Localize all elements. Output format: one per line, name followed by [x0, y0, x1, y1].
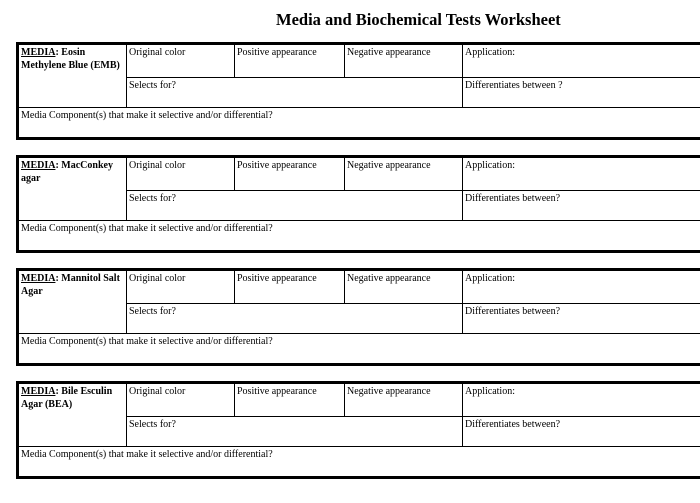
- media-block-mannitol: [16, 268, 700, 366]
- positive-appearance-field[interactable]: Positive appearance: [235, 271, 345, 304]
- selects-for-field[interactable]: Selects for?: [127, 304, 463, 333]
- media-label: MEDIA: [21, 160, 56, 171]
- media-label: MEDIA: [21, 273, 56, 284]
- positive-appearance-field[interactable]: Positive appearance: [235, 45, 345, 78]
- application-field[interactable]: Application:: [463, 271, 700, 304]
- selects-for-field[interactable]: Selects for?: [127, 191, 463, 220]
- negative-appearance-field[interactable]: Negative appearance: [345, 384, 463, 417]
- media-name: : Mannitol Salt Agar: [21, 273, 120, 297]
- selects-for-field[interactable]: Selects for?: [127, 78, 463, 107]
- worksheet-title: Media and Biochemical Tests Worksheet: [276, 10, 561, 29]
- positive-appearance-field[interactable]: Positive appearance: [235, 158, 345, 191]
- media-block-macconkey: [16, 155, 700, 253]
- differentiates-field[interactable]: Differentiates between?: [465, 306, 561, 317]
- media-label: MEDIA: [21, 47, 56, 58]
- media-name: : Bile Esculin Agar (BEA): [21, 386, 113, 410]
- media-name: : MacConkey agar: [21, 160, 113, 184]
- negative-appearance-field[interactable]: Negative appearance: [345, 45, 463, 78]
- differentiates-field[interactable]: Differentiates between?: [465, 419, 561, 430]
- negative-appearance-field[interactable]: Negative appearance: [345, 271, 463, 304]
- negative-appearance-field[interactable]: Negative appearance: [345, 158, 463, 191]
- media-name-cell: [19, 158, 127, 220]
- original-color-field[interactable]: Original color: [127, 271, 235, 304]
- media-block-bea: [16, 381, 700, 479]
- differentiates-field[interactable]: Differentiates between?: [465, 193, 561, 204]
- media-name: : Eosin Methylene Blue (EMB): [21, 47, 120, 71]
- application-field[interactable]: Application:: [463, 158, 700, 191]
- media-name-cell: [19, 271, 127, 333]
- media-component-field[interactable]: Media Component(s) that make it selective and/or differential?: [19, 333, 700, 363]
- positive-appearance-field[interactable]: Positive appearance: [235, 384, 345, 417]
- media-name-cell: [19, 384, 127, 446]
- media-component-field[interactable]: Media Component(s) that make it selective and/or differential?: [19, 446, 700, 476]
- media-name-cell: [19, 45, 127, 107]
- media-label: MEDIA: [21, 386, 56, 397]
- selects-for-field[interactable]: Selects for?: [127, 417, 463, 446]
- media-component-field[interactable]: Media Component(s) that make it selective and/or differential?: [19, 107, 700, 137]
- original-color-field[interactable]: Original color: [127, 384, 235, 417]
- media-component-field[interactable]: Media Component(s) that make it selective and/or differential?: [19, 220, 700, 250]
- original-color-field[interactable]: Original color: [127, 158, 235, 191]
- media-block-emb: [16, 42, 700, 140]
- original-color-field[interactable]: Original color: [127, 45, 235, 78]
- application-field[interactable]: Application:: [463, 384, 700, 417]
- differentiates-field[interactable]: Differentiates between ?: [465, 80, 563, 91]
- application-field[interactable]: Application:: [463, 45, 700, 78]
